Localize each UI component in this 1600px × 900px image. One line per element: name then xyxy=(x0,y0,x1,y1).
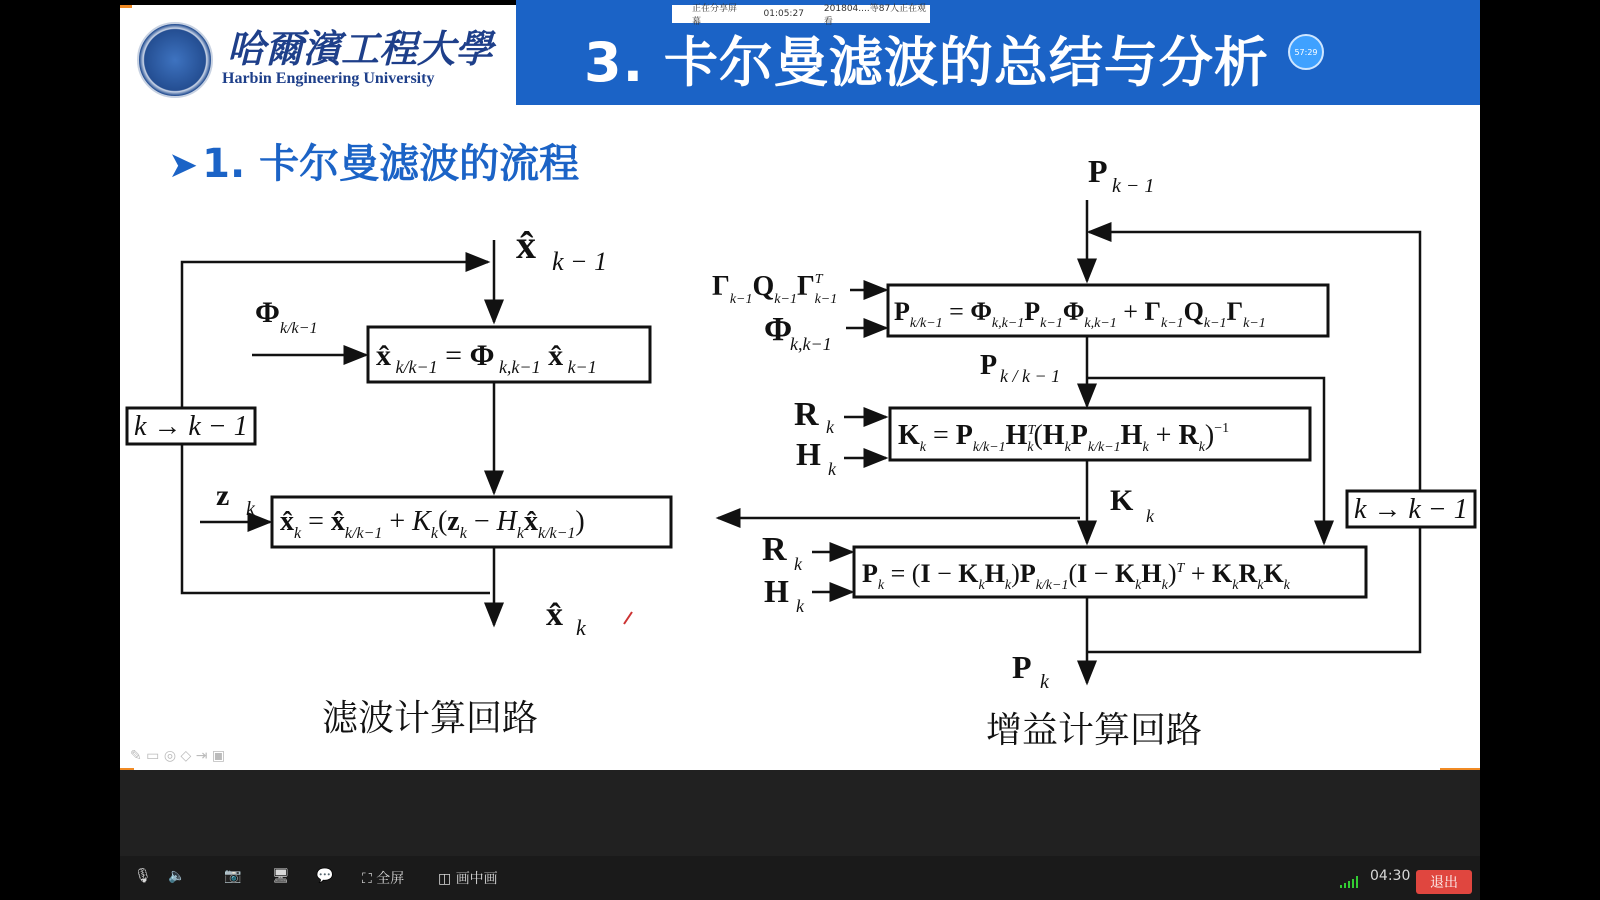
label-x-hat-prev: x̂ xyxy=(516,222,536,267)
label-h1: H xyxy=(796,436,821,472)
fullscreen-label: 全屏 xyxy=(376,871,405,887)
speaker-icon[interactable]: 🔈 xyxy=(168,868,186,884)
svg-text:k / k − 1: k / k − 1 xyxy=(1000,366,1061,386)
pen-cursor-icon xyxy=(624,612,632,624)
label-p-prev: P xyxy=(1088,153,1108,189)
filter-loop-caption: 滤波计算回路 xyxy=(322,698,539,739)
bullet-arrow-icon: ➤ xyxy=(168,145,199,186)
video-area xyxy=(120,770,1480,856)
mic-muted-icon[interactable]: 🎙 xyxy=(134,868,152,884)
pip-label: 画中画 xyxy=(455,871,498,887)
svg-text:k: k xyxy=(794,554,802,574)
left-loop-label: k → k − 1 xyxy=(134,411,248,442)
svg-text:k/k−1: k/k−1 xyxy=(280,320,318,337)
label-phi: Φ xyxy=(255,296,280,329)
slide-tool-icons[interactable]: ✎ ▭ ◎ ◇ ⇥ ▣ xyxy=(130,748,226,764)
exit-button[interactable]: 退出 xyxy=(1416,870,1472,894)
fullscreen-button[interactable] xyxy=(362,868,404,888)
signal-icon xyxy=(1340,876,1360,888)
pip-icon: ◫ xyxy=(438,871,456,887)
share-elapsed: 01:05:27 xyxy=(763,9,804,19)
section-title-text: 1. 卡尔曼滤波的流程 xyxy=(202,141,580,187)
label-p-pred: P xyxy=(980,350,998,381)
svg-text:k: k xyxy=(826,417,834,437)
svg-text:k,k−1: k,k−1 xyxy=(790,334,832,354)
filter-loop-labels xyxy=(134,222,632,640)
svg-text:k: k xyxy=(828,459,836,479)
box1-formula: x̂ $_{k/k-1}$ = Φ $_{k,k-1}$ x̂ $_{k-1}$ xyxy=(376,339,597,377)
screen-share-icon[interactable]: 🖥 xyxy=(272,868,290,884)
box-p-pred-formula: $P_{k/k-1} = \Phi_{k,k-1}P_{k-1}\Phi_{k,k-1} + \Gamma_{k-1}Q_{k-1}\Gamma_{k-1}$ xyxy=(894,297,1266,331)
label-r1: R xyxy=(794,396,819,433)
share-status: 正在分享屏幕 xyxy=(692,4,738,27)
box-p-update-formula: $P_k = (I - K_kH_k)P_{k/k-1}(I - K_kH_k)^T + K_kR_kK_k$ xyxy=(862,559,1290,593)
label-gain-k: K xyxy=(1110,484,1134,517)
label-p-k: P xyxy=(1012,649,1032,685)
svg-text:k: k xyxy=(796,596,804,616)
label-h2: H xyxy=(764,573,789,609)
slide-title: 3. 卡尔曼滤波的总结与分析 xyxy=(584,31,1269,94)
label-gamma-q: $\Gamma_{k-1}Q_{k-1}\Gamma^T$ k−1 xyxy=(712,271,838,307)
camera-off-icon[interactable]: 📷 xyxy=(224,868,242,884)
svg-text:k: k xyxy=(576,615,586,640)
box2-formula: $x̂_k$ = $x̂_{k/k-1} + K_k(z_k$ − $H_kx̂_{k/k-1}$) xyxy=(280,506,585,542)
pip-button[interactable] xyxy=(438,868,498,888)
label-z: z xyxy=(216,479,230,512)
right-loop-label: k → k − 1 xyxy=(1354,494,1468,525)
box-gain-formula: $K_k = P_{k/k-1}H^T$ $k(H_kP_{k/k-1}H_k + R_k)^{-1}$ xyxy=(898,420,1230,455)
share-viewers: 201804....等87人正在观看 xyxy=(823,4,927,27)
gain-loop-caption: 增益计算回路 xyxy=(986,710,1203,751)
label-r2: R xyxy=(762,531,787,568)
svg-text:k: k xyxy=(1040,671,1049,693)
fullscreen-icon: ⛶ xyxy=(362,871,377,887)
session-clock: 04:30 xyxy=(1370,868,1411,884)
university-name-cn: 哈爾濱工程大學 xyxy=(227,26,494,71)
label-x-hat-k: x̂ xyxy=(546,596,563,633)
label-sub-k-1: k − 1 xyxy=(552,247,608,276)
label-phi-right: Φ xyxy=(764,311,793,348)
chat-icon[interactable]: 💬 xyxy=(316,868,334,884)
svg-text:k: k xyxy=(246,498,255,520)
gain-loop-labels xyxy=(712,153,1468,693)
svg-text:k − 1: k − 1 xyxy=(1112,175,1155,197)
time-badge[interactable]: 57:29 xyxy=(1288,34,1324,70)
svg-text:k: k xyxy=(1146,506,1154,526)
university-name-en: Harbin Engineering University xyxy=(222,70,435,87)
